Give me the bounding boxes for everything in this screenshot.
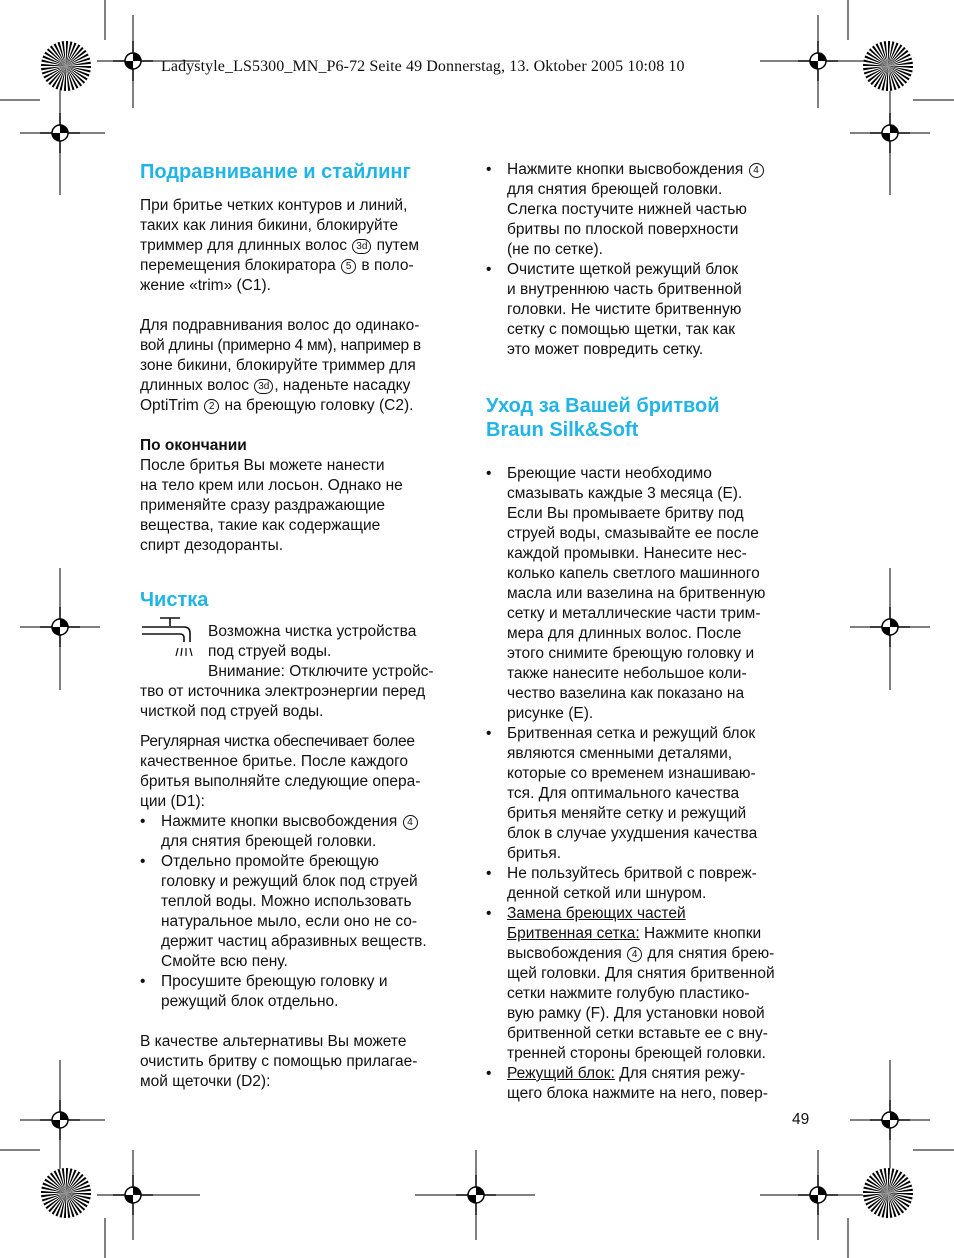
cleaning-intro-continued: тво от источника электроэнергии перед чисткой под струей воды. [140, 683, 426, 720]
registration-star-bottom-right [862, 1167, 914, 1219]
registration-star-top-left [40, 40, 92, 92]
water-tap-icon [140, 616, 194, 660]
print-slug-header: Ladystyle_LS5300_MN_P6-72 Seite 49 Donnerstag, 13. Oktober 2005 10:08 10 [161, 58, 685, 75]
alternative-paragraph: В качестве альтернативы Вы можете очистить бритву с помощью прилагае- мой щеточки (D2): [140, 1033, 418, 1090]
right-column [486, 160, 816, 1104]
left-column [140, 158, 465, 1092]
part-number-badge: 5 [341, 259, 356, 274]
part-number-badge: 3d [352, 239, 371, 254]
list-item: • Замена бреющих частей Бритвенная сетка: Нажмите кнопки высвобождения 4 для снятия брею- щей головки. Для снятия бритвенной сетки нажмите голубую пластико- вую рамку (F). Для установки новой бритвенной сетки вставьте ее с вну- тренней стороны бреющей головки. [486, 904, 816, 1064]
list-item: • Просушите бреющую головку и режущий блок отдельно. [140, 972, 465, 1012]
care-list [486, 464, 816, 1104]
part-number-badge: 3d [254, 379, 273, 394]
trimming-paragraph-1: При бритье четких контуров и линий, таких как линия бикини, блокируйте триммер для длинных волос 3d путем перемещения блокиратора 5 в поло- жение «trim» (C1). [140, 197, 420, 294]
list-item: • Не пользуйтесь бритвой с повреж- денной сеткой или шнуром. [486, 864, 816, 904]
care-heading: Уход за Вашей бритвой Braun Silk&Soft [486, 395, 720, 441]
list-item: • Бреющие части необходимо смазывать каждые 3 месяца (E). Если Вы промываете бритву под струей воды, смазывайте ее после каждой промывки. Нанесите нес- колько капель светлого машинного масла или вазелина на бритвенную сетку и металлические части трим- мера для длинных волос. После этого снимите бреющую головку и также нанесите небольшое коли- чество вазелина как показано на рисунке (E). [486, 464, 816, 724]
cutter-label: Режущий блок: [507, 1065, 615, 1082]
part-number-badge: 2 [204, 399, 219, 414]
after-heading: По окончании [140, 437, 247, 454]
cleaning-steps-list [140, 812, 465, 1012]
replace-parts-heading: Замена бреющих частей [507, 905, 686, 922]
list-item: • Отдельно промойте бреющую головку и режущий блок под струей теплой воды. Можно использовать натуральное мыло, если оно не со- держит частиц абразивных веществ. Смойте всю пену. [140, 852, 465, 972]
part-number-badge: 4 [403, 815, 418, 830]
cleaning-heading: Чистка [140, 589, 209, 611]
list-item: • Очистите щеткой режущий блок и внутреннюю часть бритвенной головки. Не чистите бритвенную сетку с помощью щетки, так как это может повредить сетку. [486, 260, 816, 360]
list-item: • Нажмите кнопки высвобождения 4 для снятия бреющей головки. Слегка постучите нижней частью бритвы по плоской поверхности (не по сетке). [486, 160, 816, 260]
cleaning-steps-list-continued [486, 160, 816, 360]
after-paragraph: После бритья Вы можете нанести на тело крем или лосьон. Однако не применяйте сразу раздражающие вещества, такие как содержащие спирт дезодоранты. [140, 457, 403, 554]
part-number-badge: 4 [749, 163, 764, 178]
cleaning-paragraph-2: Регулярная чистка обеспечивает более качественное бритье. После каждого бритья выполняйте следующие опера- ции (D1): [140, 733, 421, 810]
foil-label: Бритвенная сетка: [507, 925, 640, 942]
list-item: • Нажмите кнопки высвобождения 4 для снятия бреющей головки. [140, 812, 465, 852]
list-item: • Бритвенная сетка и режущий блок являются сменными деталями, которые со временем изнашиваю- тся. Для оптимального качества бритья меняйте сетку и режущий блок в случае ухудшения качества бритья. [486, 724, 816, 864]
list-item: • Режущий блок: Для снятия режу- щего блока нажмите на него, повер- [486, 1064, 816, 1104]
cleaning-intro: Возможна чистка устройства под струей воды. Внимание: Отключите устройс- [140, 622, 465, 682]
registration-star-bottom-left [40, 1167, 92, 1219]
registration-star-top-right [862, 40, 914, 92]
part-number-badge: 4 [627, 947, 642, 962]
trimming-paragraph-2: Для подравнивания волос до одинако- вой длины (примерно 4 мм), например в зоне бикини, блокируйте триммер для длинных волос 3d , наденьте насадку OptiTrim 2 на бреющую головку (C2). [140, 317, 421, 414]
page-number: 49 [792, 1111, 810, 1128]
trimming-heading: Подравнивание и стайлинг [140, 161, 411, 183]
